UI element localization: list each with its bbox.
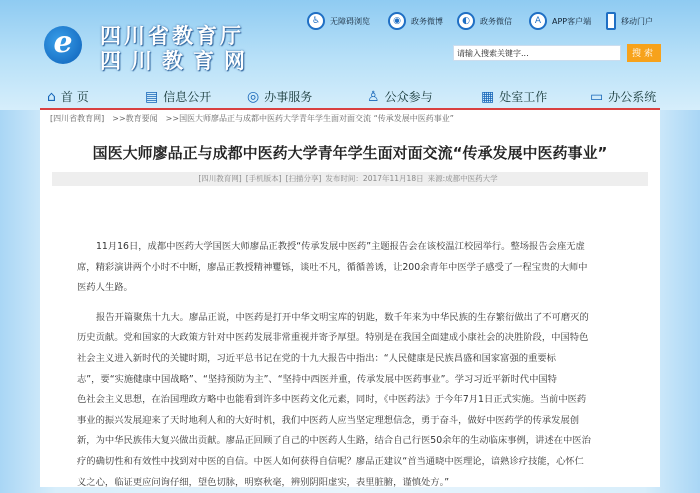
nav-label: 信息公开 bbox=[163, 90, 212, 104]
people-icon: ♙ bbox=[367, 88, 380, 105]
meta-mobile[interactable]: [手机版本] bbox=[245, 174, 282, 183]
nav-office-system[interactable] bbox=[590, 88, 656, 105]
top-link-label: 政务微信 bbox=[480, 16, 512, 26]
nav-home[interactable] bbox=[47, 88, 89, 105]
meta-date: 发布时间：2017年11月18日 bbox=[325, 174, 424, 183]
nav-office-work[interactable] bbox=[481, 88, 547, 105]
article-meta bbox=[52, 172, 648, 186]
paragraph-line: 疗的确切性和有效性中找到对中医的自信。中医人如何获得自信呢？廖品正建议“首当通晓中医理论，谙熟诊疗技能，心怀仁 bbox=[77, 455, 584, 467]
home-icon: ⌂ bbox=[47, 88, 56, 105]
paragraph-line: 席，精彩演讲两个小时不中断，廖品正教授精神矍铄，谈吐不凡，循循善诱，让200余青年中医学子感受了一程宝贵的大师中 bbox=[77, 261, 588, 273]
logo-icon[interactable]: e bbox=[44, 26, 82, 64]
paragraph-line: 医药人生路。 bbox=[77, 282, 133, 294]
breadcrumb-home[interactable]: [四川省教育网] bbox=[50, 114, 105, 123]
article-body bbox=[77, 237, 647, 493]
top-link-weibo[interactable] bbox=[388, 12, 443, 30]
top-link-mobile[interactable] bbox=[606, 12, 653, 30]
paragraph-line: 义之心，临证更应问询仔细，望色切脉，明察秋毫，辨别阴阳虚实，表里脏腑，谨慎处方。” bbox=[77, 476, 450, 488]
nav-label: 公众参与 bbox=[384, 90, 433, 104]
top-link-label: 无障碍浏览 bbox=[330, 16, 370, 26]
nav-divider bbox=[40, 108, 660, 110]
meta-source: 来源:成都中医药大学 bbox=[427, 174, 498, 183]
nav-info-public[interactable] bbox=[145, 88, 211, 105]
site-name-line1: 四川省教育厅 bbox=[100, 23, 244, 48]
weibo-icon: ◉ bbox=[388, 12, 406, 30]
nav-label: 处室工作 bbox=[499, 90, 548, 104]
paragraph-line: 志”，要“实施健康中国战略”、“坚持预防为主”、“坚持中西医并重，传承发展中医药事业”。学习习近平新时代中国特 bbox=[77, 373, 557, 385]
search-input[interactable]: 请输入搜索关键字... bbox=[453, 45, 621, 61]
search-button[interactable]: 搜索 bbox=[627, 44, 661, 62]
article-title: 国医大师廖品正与成都中医药大学青年学生面对面交流“传承发展中医药事业” bbox=[92, 144, 608, 162]
paragraph-line: 报告开篇聚焦十九大。廖品正说，中医药是打开中华文明宝库的钥匙，数千年来为中华民族的生存繁衍做出了不可磨灭的 bbox=[96, 311, 589, 323]
top-link-accessibility[interactable] bbox=[307, 12, 370, 30]
paragraph-line: 事业的振兴发展迎来了天时地利人和的大好时机，我们中医药人应当坚定理想信念，勇于奋斗，做好中医药学的传承发展创 bbox=[77, 414, 580, 426]
top-link-label: 移动门户 bbox=[621, 16, 653, 26]
paragraph-line: 社会主义进入新时代的关键时期，习近平总书记在党的十九大报告中指出：“人民健康是民族昌盛和国家富强的重要标 bbox=[77, 352, 556, 364]
accessibility-icon: ♿ bbox=[307, 12, 325, 30]
service-icon: ◎ bbox=[247, 88, 260, 105]
breadcrumb-current: >>国医大师廖品正与成都中医药大学青年学生面对面交流 “传承发展中医药事业” bbox=[165, 114, 454, 123]
top-link-wechat[interactable] bbox=[457, 12, 512, 30]
meta-share[interactable]: [扫描分享] bbox=[285, 174, 322, 183]
paragraph-line: 新，为中华民族伟大复兴做出贡献。廖品正回顾了自己的中医药人生路，结合自己行医50余年的生动临床事例，讲述在中医治 bbox=[77, 435, 591, 447]
paragraph-line: 11月16日，成都中医药大学国医大师廖品正教授“传承发展中医药”主题报告会在该校温江校园举行。整场报告会座无虚 bbox=[96, 241, 585, 252]
site-name-line2: 四川教育网 bbox=[100, 48, 255, 73]
nav-label: 首 页 bbox=[60, 90, 89, 104]
monitor-icon: ▭ bbox=[590, 88, 604, 105]
app-store-icon: A bbox=[529, 12, 547, 30]
calendar-icon: ▦ bbox=[481, 88, 495, 105]
top-link-label: 政务微博 bbox=[411, 16, 443, 26]
breadcrumb bbox=[50, 113, 454, 124]
paragraph-line: 色社会主义思想，在治国理政方略中也能看到许多中医药文化元素，同时，《中医药法》于今年7月1日正式实施。当前中医药 bbox=[77, 394, 587, 406]
nav-public-participation[interactable] bbox=[367, 88, 433, 105]
nav-services[interactable] bbox=[247, 88, 312, 105]
paragraph-line: 历史贡献。党和国家的大政策方针对中医药发展非常重视并寄予厚望。特别是在我国全面建成小康社会的决胜阶段，中国特色 bbox=[77, 332, 589, 344]
nav-label: 办事服务 bbox=[264, 90, 313, 104]
wechat-icon: ◐ bbox=[457, 12, 475, 30]
top-link-app[interactable] bbox=[529, 12, 591, 30]
meta-site[interactable]: [四川教育网] bbox=[198, 174, 242, 183]
mobile-icon bbox=[606, 12, 616, 30]
breadcrumb-news[interactable]: >>教育要闻 bbox=[112, 114, 158, 123]
top-link-label: APP客户端 bbox=[552, 16, 592, 26]
nav-label: 办公系统 bbox=[608, 90, 657, 104]
document-icon: ▤ bbox=[145, 88, 159, 105]
